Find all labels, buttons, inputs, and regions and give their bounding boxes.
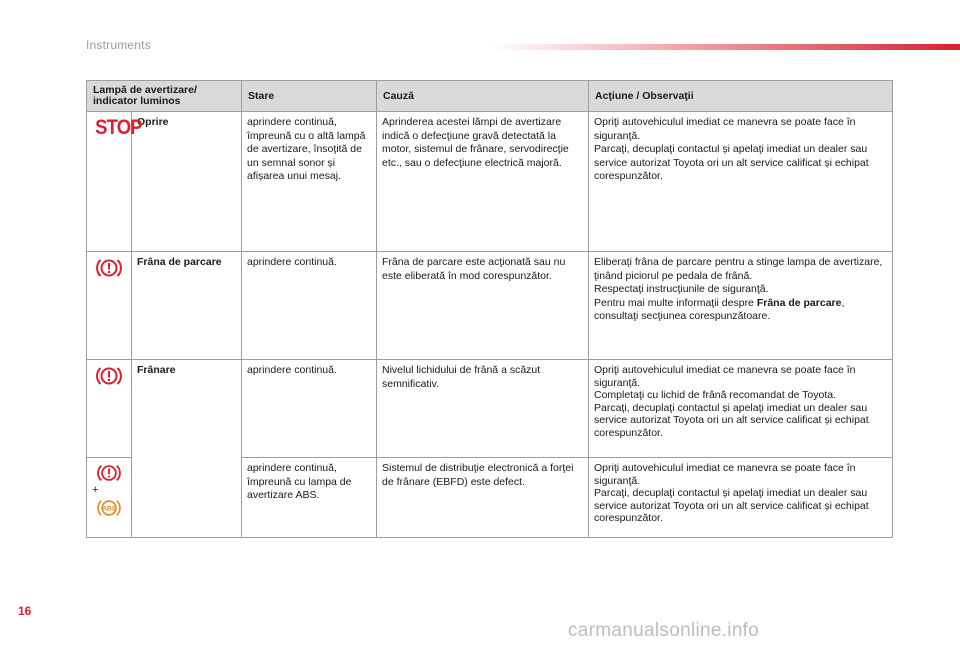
lamp-name: Oprire bbox=[132, 112, 242, 252]
action-ref-prefix: Pentru mai multe informaţii despre bbox=[594, 296, 757, 309]
table-header-row bbox=[87, 81, 893, 112]
action-line: Parcaţi, decuplaţi contactul și apelaţi imediat un dealer sau service autorizat Toyota ori un alt service calificat și echipat corespunzător. bbox=[594, 487, 869, 524]
action-line: Parcaţi, decuplaţi contactul și apelaţi imediat un dealer sau service autorizat Toyota ori un alt service calificat și echipat corespunzător. bbox=[594, 143, 869, 182]
cause-text: Aprinderea acestei lămpi de avertizare indică o defecţiune gravă detectată la motor, sistemul de frânare, servodirecţie etc., sau o defecţiune electrică majoră. bbox=[377, 112, 589, 252]
section-title: Instruments bbox=[86, 38, 151, 52]
action-ref-bold: Frâna de parcare bbox=[756, 296, 842, 309]
icon-cell bbox=[87, 112, 142, 252]
cause-line: Frâna de parcare este acţionată sau nu este eliberată în mod corespunzător. bbox=[382, 256, 566, 282]
cause-text bbox=[377, 252, 589, 360]
icon-cell bbox=[87, 252, 132, 360]
action-text bbox=[589, 252, 893, 360]
header-lamp: Lampă de avertizare/ indicator luminos bbox=[87, 81, 242, 112]
lamp-name: Frânare bbox=[132, 360, 242, 538]
cause-text: Nivelul lichidului de frână a scăzut semnificativ. bbox=[377, 360, 589, 458]
action-line: Eliberaţi frâna de parcare pentru a stinge lampa de avertizare, ţinând piciorul pe pedala de frână. bbox=[594, 256, 883, 282]
state-text: aprindere continuă. bbox=[242, 252, 377, 360]
lamp-name: Frâna de parcare bbox=[132, 252, 242, 360]
brake-warning-icon bbox=[94, 364, 124, 388]
abs-icon bbox=[94, 497, 124, 519]
header-cause: Cauză bbox=[377, 81, 589, 112]
action-line: Completaţi cu lichid de frână recomandat de Toyota. bbox=[594, 389, 837, 401]
action-line: Opriţi autovehiculul imediat ce manevra se poate face în siguranţă. bbox=[594, 116, 856, 142]
action-line: Opriţi autovehiculul imediat ce manevra se poate face în siguranţă. bbox=[594, 462, 856, 487]
header-action: Acţiune / Observaţii bbox=[589, 81, 893, 112]
warning-lamps-table bbox=[86, 80, 893, 538]
table-row bbox=[87, 360, 893, 458]
brake-warning-icon bbox=[94, 462, 124, 484]
header-accent-bar bbox=[490, 44, 960, 50]
watermark: carmanualsonline.info bbox=[568, 620, 760, 641]
abs-icon-label: ABS bbox=[102, 505, 116, 513]
action-text bbox=[589, 112, 893, 252]
icon-cell bbox=[87, 360, 132, 458]
header-state: Stare bbox=[242, 81, 377, 112]
table-row bbox=[87, 112, 893, 252]
action-ref-suffix: , consultaţi secţiunea corespunzătoare. bbox=[594, 296, 845, 322]
action-line: Respectaţi instrucţiunile de siguranţă. bbox=[594, 283, 769, 295]
brake-warning-icon bbox=[94, 256, 124, 280]
action-text bbox=[589, 360, 893, 458]
action-line bbox=[594, 297, 887, 324]
icon-cell bbox=[87, 458, 132, 538]
stop-icon: STOP bbox=[95, 116, 142, 139]
state-text: aprindere continuă. bbox=[242, 360, 377, 458]
table-row bbox=[87, 252, 893, 360]
page-number: 16 bbox=[18, 604, 32, 618]
cause-text: Sistemul de distribuţie electronică a forţei de frânare (EBFD) este defect. bbox=[377, 458, 589, 538]
state-text: aprindere continuă, împreună cu lampa de avertizare ABS. bbox=[242, 458, 377, 538]
action-line: Opriţi autovehiculul imediat ce manevra se poate face în siguranţă. bbox=[594, 364, 856, 389]
action-line: Parcaţi, decuplaţi contactul și apelaţi imediat un dealer sau service autorizat Toyota ori un alt service calificat și echipat corespunzător. bbox=[594, 401, 869, 439]
action-text bbox=[589, 458, 893, 538]
plus-sign: + bbox=[92, 484, 99, 496]
state-text: aprindere continuă, împreună cu o altă lampă de avertizare, însoţită de un semnal sonor și afișarea unui mesaj. bbox=[242, 112, 377, 252]
